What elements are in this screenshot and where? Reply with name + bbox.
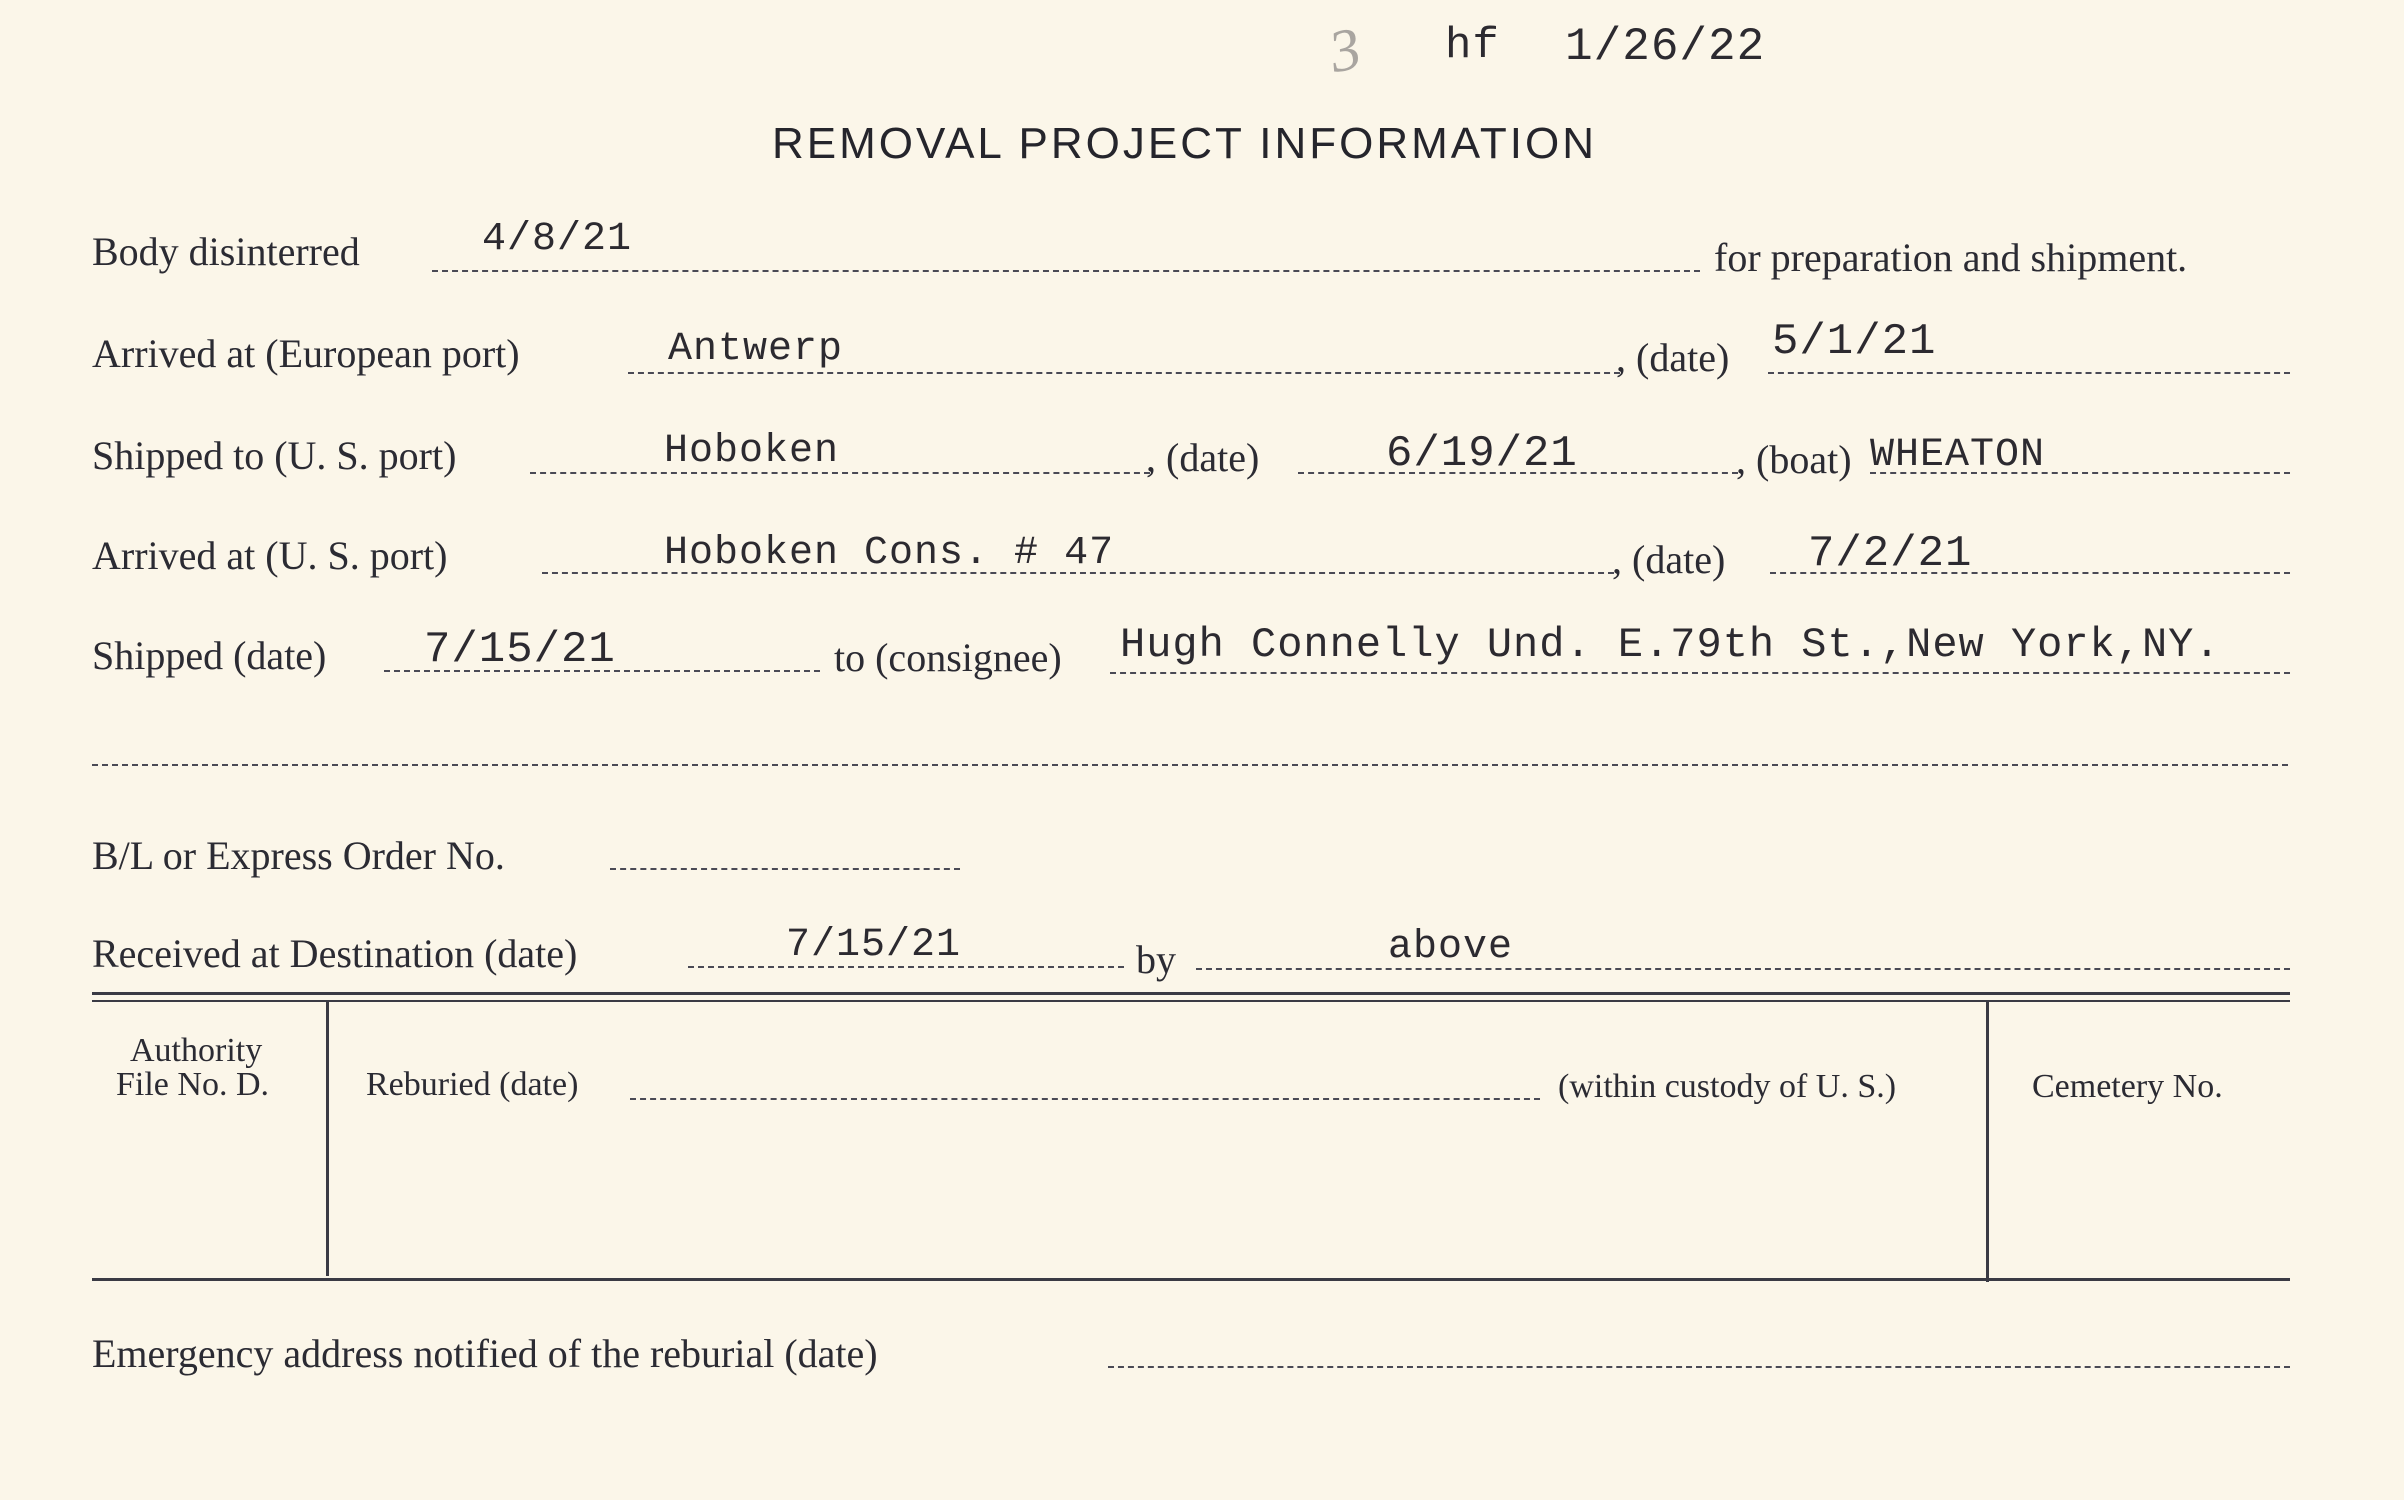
blank-fill-line (92, 764, 2288, 766)
body-disinterred-label: Body disinterred (92, 229, 360, 274)
consignee-value: Hugh Connelly Und. E.79th St.,New York,NY. (1120, 621, 2221, 669)
shipped-us-date-label: , (date) (1146, 435, 1260, 480)
box-top-rule-inner (92, 1000, 2290, 1002)
shipped-us-label: Shipped to (U. S. port) (92, 433, 457, 478)
boat-label: , (boat) (1736, 437, 1852, 482)
fill-line (432, 270, 1700, 272)
fill-line (628, 372, 1620, 374)
arrived-us-label: Arrived at (U. S. port) (92, 533, 448, 578)
arrived-euro-date-value: 5/1/21 (1772, 317, 1937, 367)
file-no-label: File No. D. (116, 1066, 269, 1103)
received-by-label: by (1136, 937, 1176, 982)
arrived-us-date-value: 7/2/21 (1808, 529, 1973, 579)
shipped-us-date-value: 6/19/21 (1386, 429, 1578, 479)
consignee-label: to (consignee) (834, 635, 1062, 680)
shipped-date-label: Shipped (date) (92, 633, 327, 678)
box-divider-left (326, 1002, 329, 1276)
fill-line (1196, 968, 2290, 970)
arrived-euro-date-label: , (date) (1616, 335, 1730, 380)
shipped-date-value: 7/15/21 (424, 625, 616, 675)
arrived-us-value: Hoboken Cons. # 47 (664, 531, 1115, 576)
arrived-euro-value: Antwerp (668, 327, 844, 372)
received-label: Received at Destination (date) (92, 931, 578, 976)
fill-line (1108, 1366, 2290, 1368)
fill-line (610, 868, 960, 870)
authority-label: Authority (130, 1032, 263, 1069)
arrived-euro-label: Arrived at (European port) (92, 331, 520, 376)
fill-line (1110, 672, 2290, 674)
pencil-mark: 3 (1323, 14, 1367, 86)
fill-line (530, 472, 1150, 474)
card-title: REMOVAL PROJECT INFORMATION (772, 119, 1597, 168)
custody-label: (within custody of U. S.) (1558, 1068, 1897, 1105)
arrived-us-date-label: , (date) (1612, 537, 1726, 582)
shipped-us-value: Hoboken (664, 429, 840, 474)
fill-line (1768, 372, 2290, 374)
cemetery-label: Cemetery No. (2032, 1068, 2223, 1105)
annotation-initials: hf (1445, 21, 1500, 71)
box-divider-right (1986, 1002, 1989, 1282)
received-value: 7/15/21 (786, 923, 962, 968)
box-top-rule (92, 992, 2290, 995)
emergency-label: Emergency address notified of the reburial (date) (92, 1331, 878, 1376)
annotation-date: 1/26/22 (1565, 21, 1766, 73)
received-by-value: above (1388, 925, 1514, 970)
bl-label: B/L or Express Order No. (92, 833, 505, 878)
fill-line (630, 1098, 1540, 1100)
boat-value: WHEATON (1870, 433, 2046, 478)
body-disinterred-value: 4/8/21 (482, 217, 633, 262)
body-disinterred-suffix: for preparation and shipment. (1714, 235, 2188, 280)
box-bottom-rule (92, 1278, 2290, 1281)
reburied-label: Reburied (date) (366, 1066, 579, 1103)
